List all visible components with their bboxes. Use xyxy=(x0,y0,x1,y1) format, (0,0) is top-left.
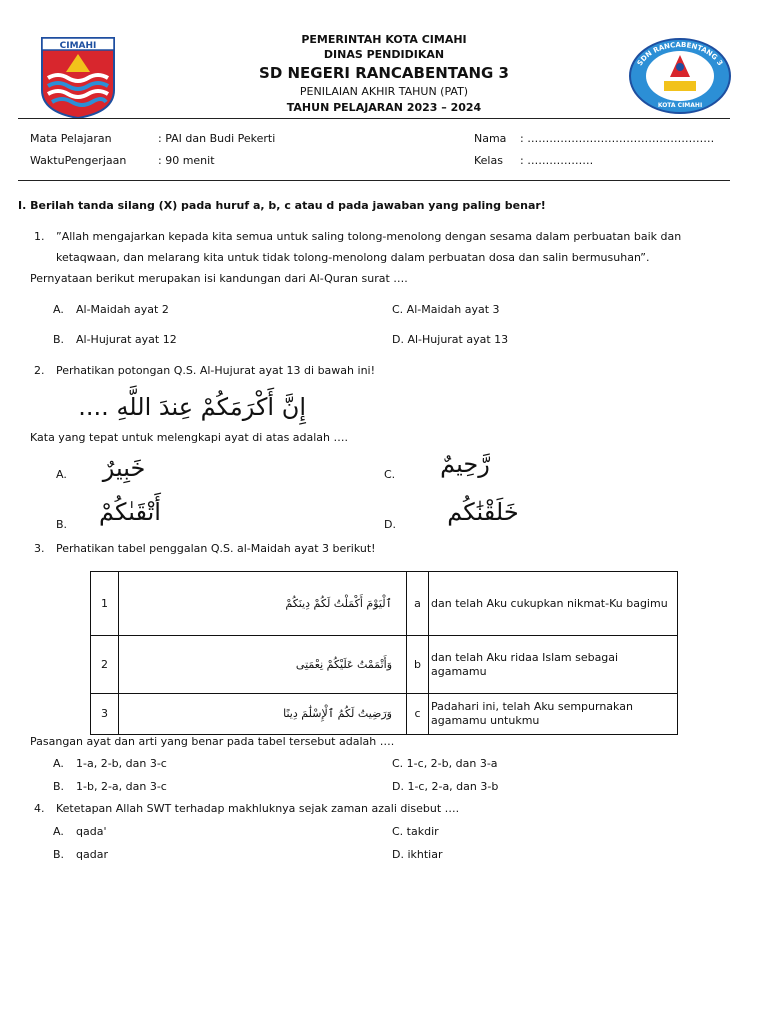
q4-option-b[interactable]: qadar xyxy=(76,848,108,861)
table-cell-meaning: Padahari ini, telah Aku sempurnakan agamamu untukmu xyxy=(429,694,678,735)
time-label: WaktuPengerjaan xyxy=(30,154,127,167)
table-cell-number: 1 xyxy=(91,572,119,636)
q1-option-b[interactable]: Al-Hujurat ayat 12 xyxy=(76,333,177,346)
table-cell-arabic: ٱلْيَوْمَ أَكْمَلْتُ لَكُمْ دِينَكُمْ xyxy=(119,572,407,636)
q4-option-c[interactable]: C. takdir xyxy=(392,825,439,838)
q3-option-b-key: B. xyxy=(53,780,65,793)
name-value: : …………………………………………… xyxy=(520,132,715,145)
table-row xyxy=(91,572,678,636)
q3-option-d[interactable]: D. 1-c, 2-a, dan 3-b xyxy=(392,780,499,793)
table-cell-letter: a xyxy=(407,572,429,636)
table-cell-letter: c xyxy=(407,694,429,735)
school-logo xyxy=(628,37,732,115)
q2-option-b-key: B. xyxy=(56,518,68,531)
school-logo-bottom-text: KOTA CIMAHI xyxy=(657,102,703,109)
q3-text: Perhatikan tabel penggalan Q.S. al-Maidah ayat 3 berikut! xyxy=(56,542,376,555)
table-cell-arabic: وَأَتْمَمْتُ عَلَيْكُمْ نِعْمَتِى xyxy=(119,636,407,694)
q2-option-a-key: A. xyxy=(56,468,67,481)
q2-question: Kata yang tepat untuk melengkapi ayat di atas adalah …. xyxy=(30,431,349,444)
q1-number: 1. xyxy=(34,230,45,243)
q4-number: 4. xyxy=(34,802,45,815)
header-department: DINAS PENDIDIKAN xyxy=(323,48,445,61)
header-school-name: SD NEGERI RANCABENTANG 3 xyxy=(259,64,509,82)
q3-option-a-key: A. xyxy=(53,757,64,770)
header-divider xyxy=(18,118,730,119)
q3-question: Pasangan ayat dan arti yang benar pada tabel tersebut adalah …. xyxy=(30,735,395,748)
q2-text: Perhatikan potongan Q.S. Al-Hujurat ayat 13 di bawah ini! xyxy=(56,364,375,377)
q2-option-a[interactable]: خَبِيرٌ xyxy=(102,454,146,482)
name-label: Nama xyxy=(474,132,507,145)
q1-question: Pernyataan berikut merupakan isi kandungan dari Al-Quran surat …. xyxy=(30,272,408,285)
table-cell-arabic: وَرَضِيتُ لَكُمُ ٱلْإِسْلَٰمَ دِينًا xyxy=(119,694,407,735)
header-exam-title: PENILAIAN AKHIR TAHUN (PAT) xyxy=(299,85,469,98)
q4-option-a-key: A. xyxy=(53,825,64,838)
q1-option-a-key: A. xyxy=(53,303,64,316)
subject-label: Mata Pelajaran xyxy=(30,132,112,145)
q2-option-c-key: C. xyxy=(384,468,396,481)
q2-option-d-key: D. xyxy=(384,518,396,531)
time-value: : 90 menit xyxy=(158,154,215,167)
q2-number: 2. xyxy=(34,364,45,377)
q3-option-a[interactable]: 1-a, 2-b, dan 3-c xyxy=(76,757,167,770)
q2-ayat: إِنَّ أَكْرَمَكُمْ عِندَ اللَّهِ .... xyxy=(78,393,306,421)
section-title: I. Berilah tanda silang (X) pada huruf a, b, c atau d pada jawaban yang paling benar! xyxy=(18,199,546,212)
q1-option-c[interactable]: C. Al-Maidah ayat 3 xyxy=(392,303,500,316)
q3-option-b[interactable]: 1-b, 2-a, dan 3-c xyxy=(76,780,167,793)
q1-option-a[interactable]: Al-Maidah ayat 2 xyxy=(76,303,169,316)
table-cell-meaning: dan telah Aku cukupkan nikmat-Ku bagimu xyxy=(429,572,678,636)
q1-text-line2: ketaqwaan, dan melarang kita untuk tidak tolong-menolong dalam perbuatan dosa dan salin bermusuhan”. xyxy=(56,251,650,264)
school-logo-top-text: SDN RANCABENTANG 3 xyxy=(635,40,725,68)
q3-option-c[interactable]: C. 1-c, 2-b, dan 3-a xyxy=(392,757,498,770)
ayat-table xyxy=(90,571,678,735)
table-cell-letter: b xyxy=(407,636,429,694)
cimahi-logo-text: CIMAHI xyxy=(59,41,97,51)
q2-option-b[interactable]: أَتْقَىٰكُمْ xyxy=(99,498,161,526)
q1-option-d[interactable]: D. Al-Hujurat ayat 13 xyxy=(392,333,509,346)
subject-value: : PAI dan Budi Pekerti xyxy=(158,132,276,145)
table-cell-number: 3 xyxy=(91,694,119,735)
q4-option-b-key: B. xyxy=(53,848,65,861)
q4-option-d[interactable]: D. ikhtiar xyxy=(392,848,443,861)
q3-number: 3. xyxy=(34,542,45,555)
table-cell-meaning: dan telah Aku ridaa Islam sebagai agamamu xyxy=(429,636,678,694)
meta-divider xyxy=(18,180,730,181)
q4-text: Ketetapan Allah SWT terhadap makhluknya sejak zaman azali disebut …. xyxy=(56,802,460,815)
q1-option-b-key: B. xyxy=(53,333,65,346)
q2-option-c[interactable]: رَّحِيمٌ xyxy=(440,450,490,478)
table-row xyxy=(91,636,678,694)
q4-option-a[interactable]: qada' xyxy=(76,825,107,838)
class-value: : ……………… xyxy=(520,154,594,167)
table-row xyxy=(91,694,678,735)
class-label: Kelas xyxy=(474,154,503,167)
q1-text-line1: ”Allah mengajarkan kepada kita semua untuk saling tolong-menolong dengan sesama dalam perbuatan baik dan xyxy=(56,230,682,243)
header-government: PEMERINTAH KOTA CIMAHI xyxy=(301,33,467,46)
header-school-year: TAHUN PELAJARAN 2023 – 2024 xyxy=(286,101,482,114)
q2-option-d[interactable]: خَلَقْنَٰكُم xyxy=(447,498,519,526)
table-cell-number: 2 xyxy=(91,636,119,694)
